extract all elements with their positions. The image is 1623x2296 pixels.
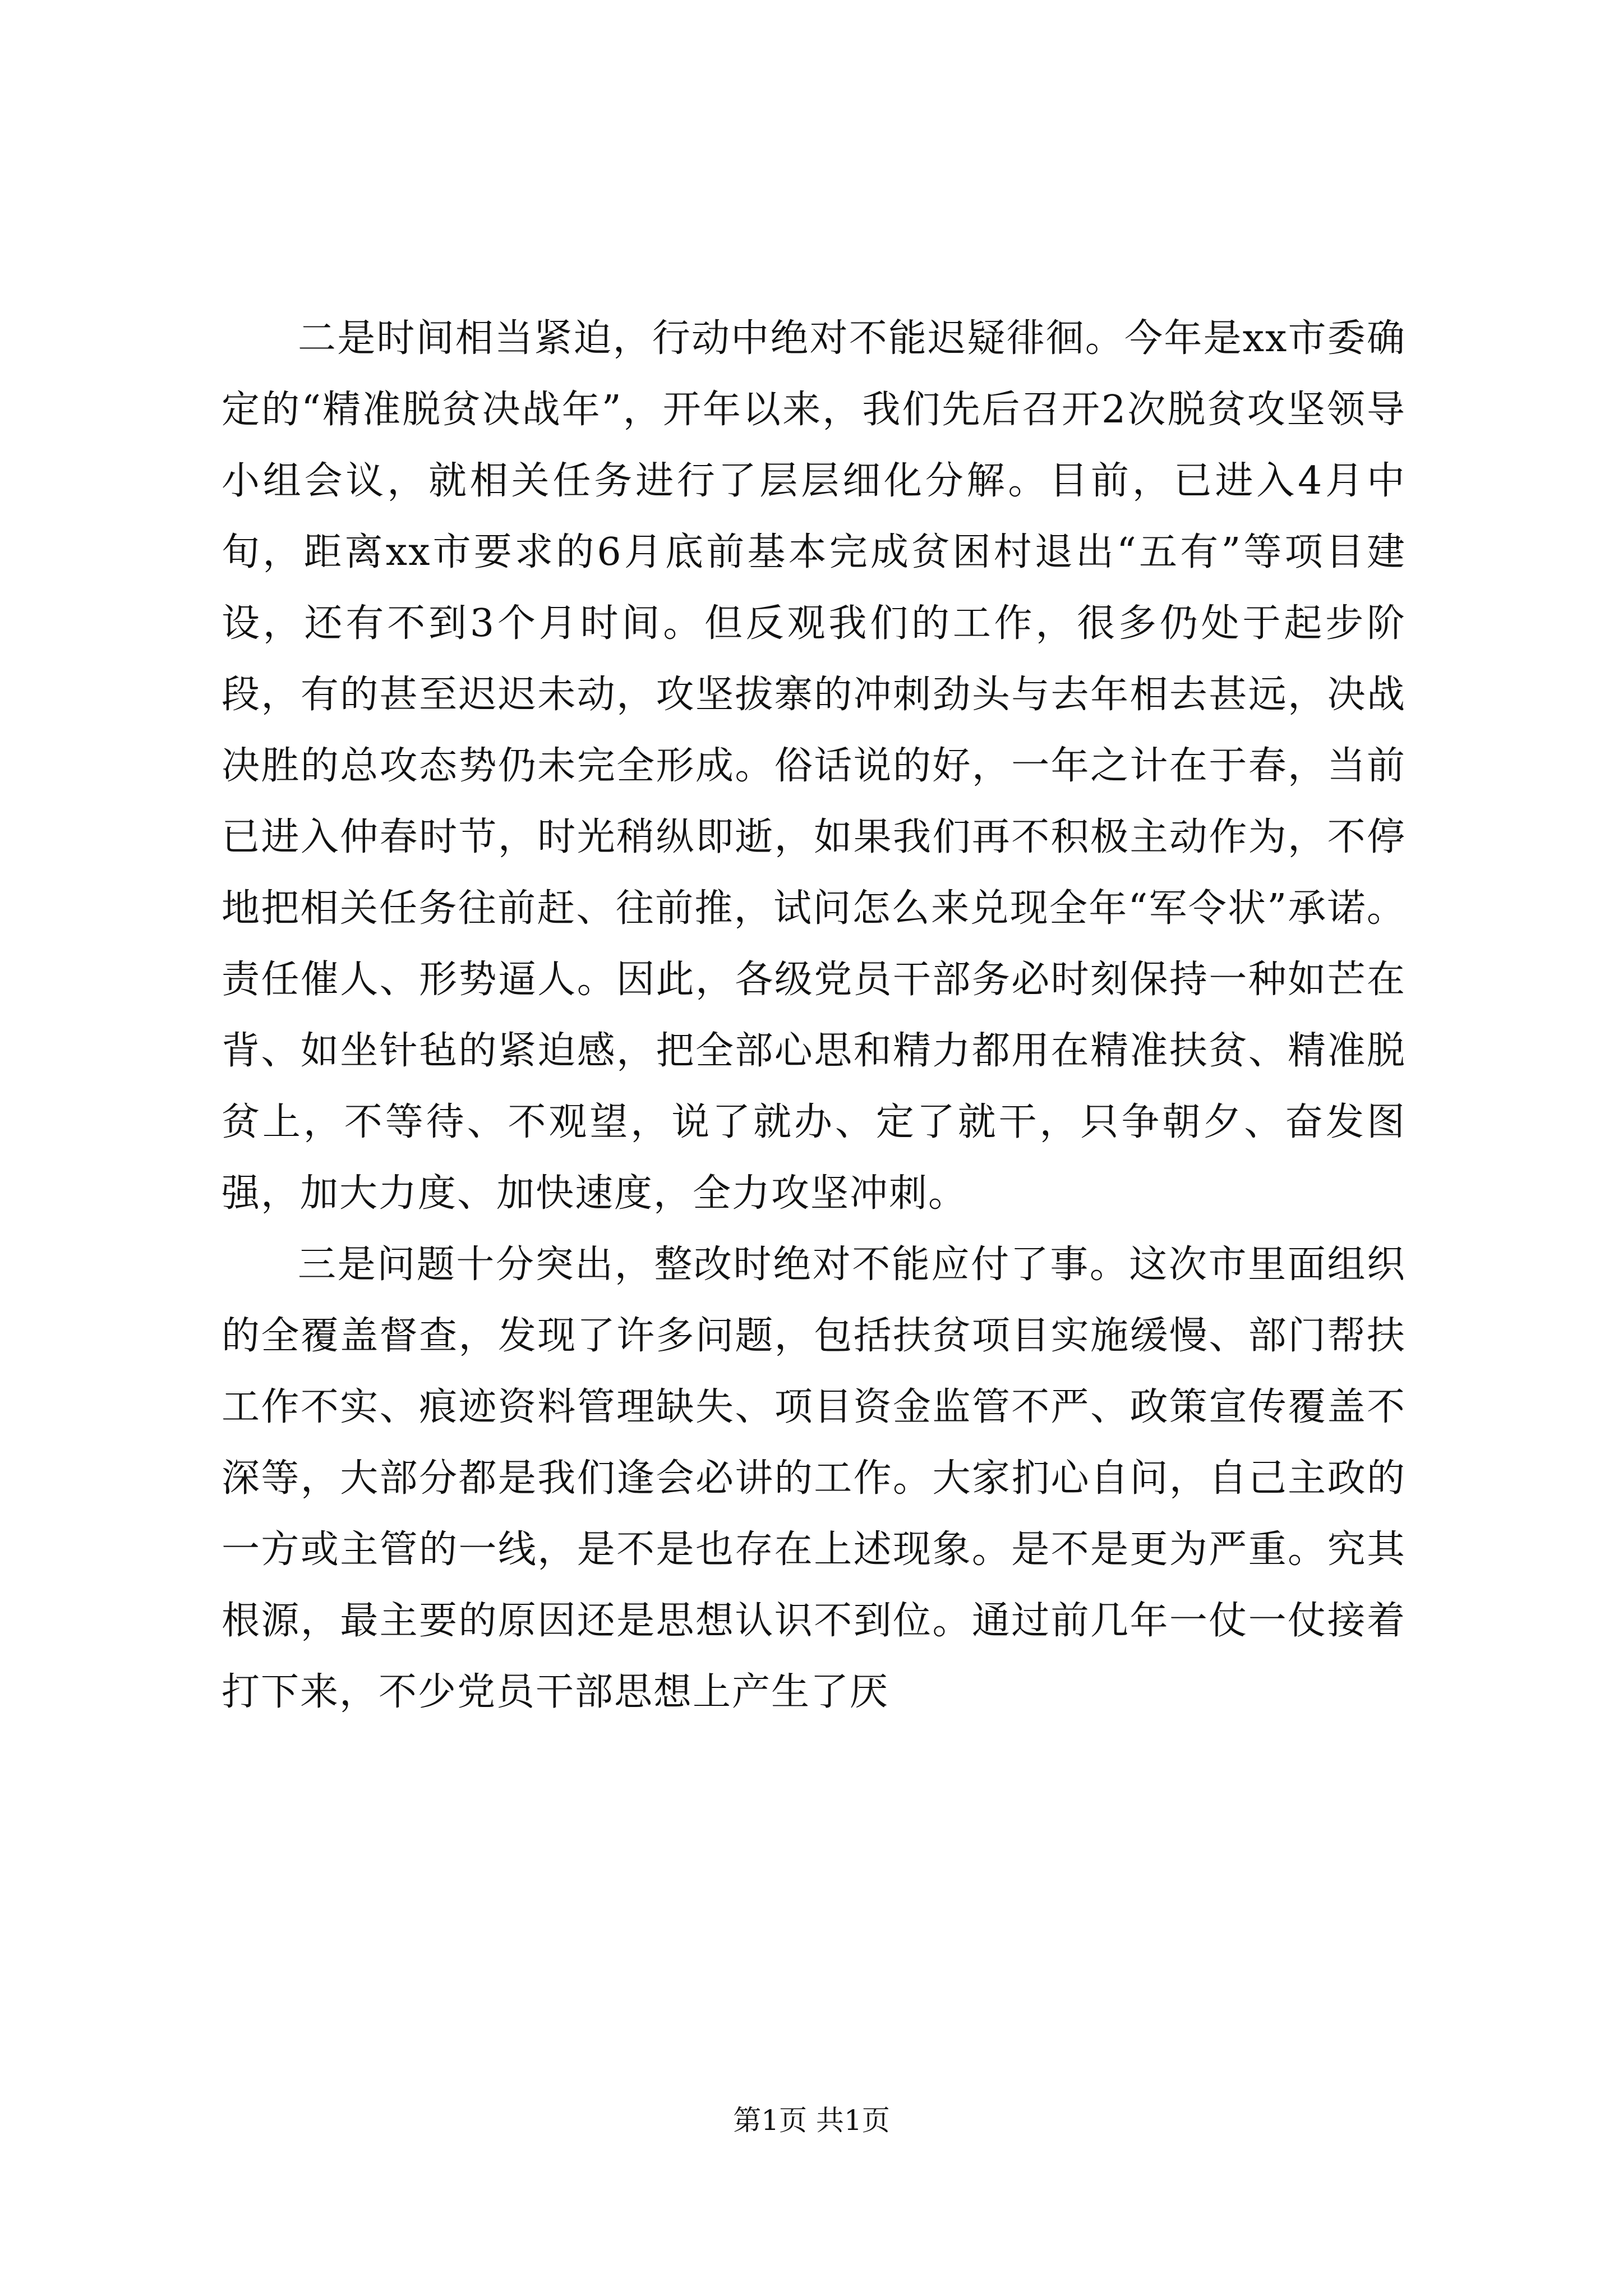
- paragraph-2: 三是问题十分突出，整改时绝对不能应付了事。这次市里面组织的全覆盖督查，发现了许多问题，包括扶贫项目实施缓慢、部门帮扶工作不实、痕迹资料管理缺失、项目资金监管不严、政策宣传覆盖不深等，大部分都是我们逢会必讲的工作。大家扪心自问，自己主政的一方或主管的一线，是不是也存在上述现象。是不是更为严重。究其根源，最主要的原因还是思想认识不到位。通过前几年一仗一仗接着打下来，不少党员干部思想上产生了厌: [222, 1243, 1406, 1714]
- paragraph-1: 二是时间相当紧迫，行动中绝对不能迟疑徘徊。今年是xx市委确定的“精准脱贫决战年”，开年以来，我们先后召开2次脱贫攻坚领导小组会议，就相关任务进行了层层细化分解。目前，已进入4月中旬，距离xx市要求的6月底前基本完成贫困村退出“五有”等项目建设，还有不到3个月时间。但反观我们的工作，很多仍处于起步阶段，有的甚至迟迟未动，攻坚拔寨的冲刺劲头与去年相去甚远，决战决胜的总攻态势仍未完全形成。俗话说的好，一年之计在于春，当前已进入仲春时节，时光稍纵即逝，如果我们再不积极主动作为，不停地把相关任务往前赶、往前推，试问怎么来兑现全年“军令状”承诺。责任催人、形势逼人。因此，各级党员干部务必时刻保持一种如芒在背、如坐针毡的紧迫感，把全部心思和精力都用在精准扶贫、精准脱贫上，不等待、不观望，说了就办、定了就干，只争朝夕、奋发图强，加大力度、加快速度，全力攻坚冲刺。: [222, 316, 1406, 1216]
- document-body: [222, 303, 1406, 1728]
- page-footer: 第1页 共1页: [733, 2104, 890, 2137]
